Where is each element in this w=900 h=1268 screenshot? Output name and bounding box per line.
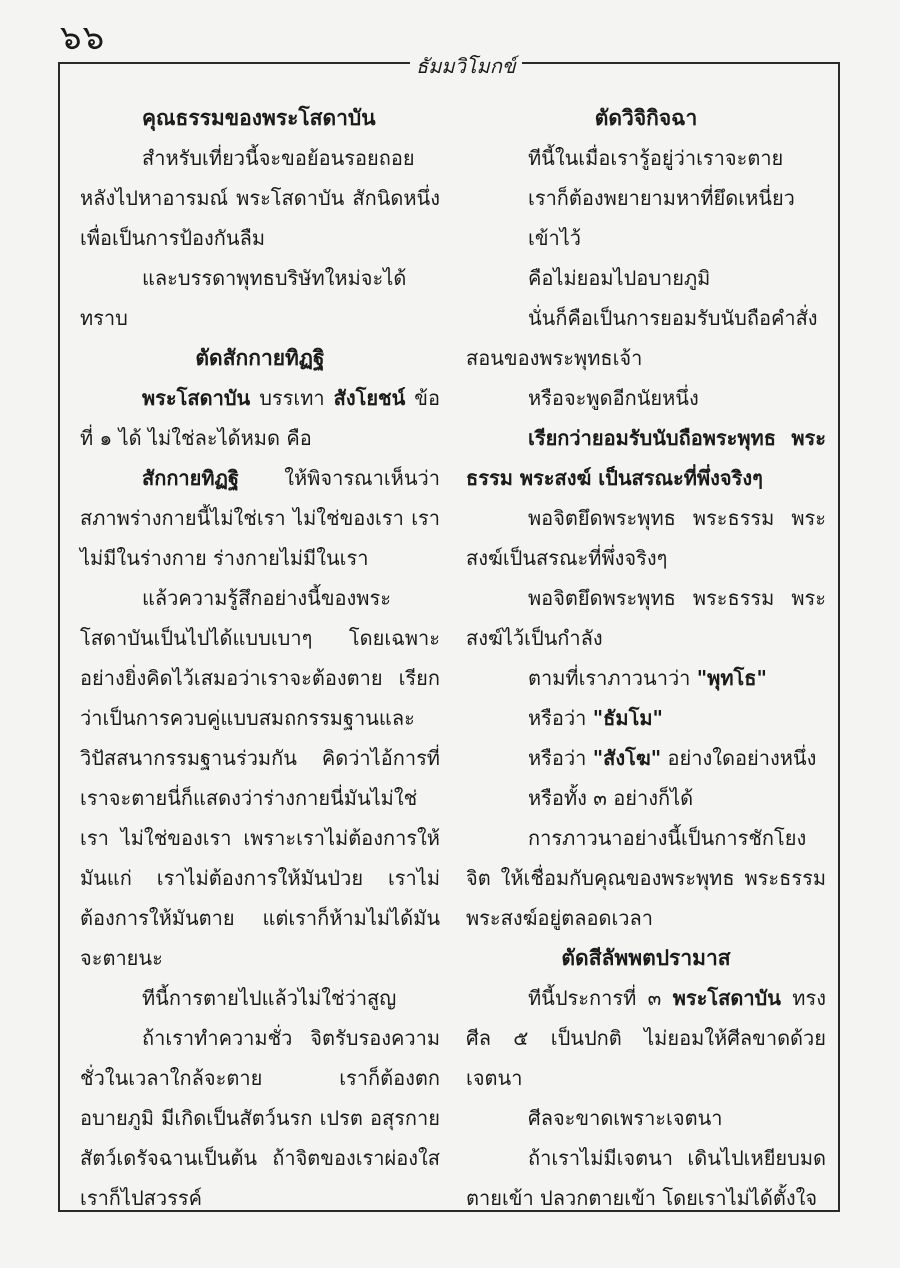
line bbox=[466, 738, 826, 778]
paragraph: พอจิตยึดพระพุทธ พระธรรม พระสงฆ์เป็นสรณะที่พึ่งจริงๆ bbox=[466, 506, 826, 570]
paragraph: ทีนี้การตายไปแล้วไม่ใช่ว่าสูญ bbox=[142, 986, 397, 1010]
paragraph: นั่นก็คือเป็นการยอมรับนับถือคำสั่งสอนของพระพุทธเจ้า bbox=[466, 306, 818, 370]
right-column bbox=[466, 98, 826, 1218]
line: หรือจะพูดอีกนัยหนึ่ง bbox=[528, 386, 699, 410]
bold-term: "พุทโธ" bbox=[696, 666, 767, 690]
paragraph: ถ้าเราไม่มีเจตนา เดินไปเหยียบมดตายเข้า ปลวกตายเข้า โดยเราไม่ได้ตั้งใจ bbox=[466, 1146, 826, 1210]
line: ทีนี้ในเมื่อเรารู้อยู่ว่าเราจะตาย bbox=[528, 146, 784, 170]
text-span: หรือว่า bbox=[528, 706, 593, 730]
paragraph: การภาวนาอย่างนี้เป็นการชักโยงจิต ให้เชื่อมกับคุณของพระพุทธ พระธรรม พระสงฆ์อยู่ตลอดเวลา bbox=[466, 826, 826, 930]
text-span: ตามที่เราภาวนาว่า bbox=[528, 666, 697, 690]
bold-term: "สังโฆ" bbox=[592, 746, 662, 770]
running-head: ธัมมวิโมกข์ bbox=[410, 50, 522, 82]
paragraph: พอจิตยึดพระพุทธ พระธรรม พระสงฆ์ไว้เป็นกำลัง bbox=[466, 586, 826, 650]
text-span: อย่างใดอย่างหนึ่ง bbox=[661, 746, 817, 770]
bold-term: เรียกว่ายอมรับนับถือพระพุทธ พระธรรม พระสงฆ์ เป็นสรณะที่พึ่งจริงๆ bbox=[466, 426, 826, 490]
paragraph: ถ้าเราทำความชั่ว จิตรับรองความชั่วในเวลาใกล้จะตาย เราก็ต้องตกอบายภูมิ มีเกิดเป็นสัตว์นรก เปรต อสุรกาย สัตว์เดรัจฉานเป็นต้น ถ้าจิตของเราผ่องใสเราก็ไปสวรรค์ bbox=[80, 1026, 440, 1210]
section-heading: ตัดสีลัพพตปรามาส bbox=[561, 946, 731, 970]
page-number: ๖๖ bbox=[60, 18, 106, 58]
line: หรือทั้ง ๓ อย่างก็ได้ bbox=[528, 786, 694, 810]
paragraph: สำหรับเที่ยวนี้จะขอย้อนรอยถอยหลังไปหาอารมณ์ พระโสดาบัน สักนิดหนึ่ง เพื่อเป็นการป้องกันลืม bbox=[80, 146, 440, 250]
line: ศีลจะขาดเพราะเจตนา bbox=[528, 1106, 723, 1130]
paragraph bbox=[80, 378, 440, 458]
bold-term: พระโสดาบัน bbox=[672, 986, 781, 1010]
section-heading: คุณธรรมของพระโสดาบัน bbox=[142, 106, 376, 130]
paragraph bbox=[80, 458, 440, 578]
text-span: ให้พิจารณาเห็นว่าสภาพร่างกายนี้ไม่ใช่เรา ไม่ใช่ของเรา เราไม่มีในร่างกาย ร่างกายไม่มีในเรา bbox=[80, 466, 440, 570]
bold-term: สักกายทิฏฐิ bbox=[142, 466, 240, 490]
bold-term: "ธัมโม" bbox=[592, 706, 663, 730]
text-span: บรรเทา bbox=[250, 386, 334, 410]
bold-term: สังโยชน์ bbox=[333, 386, 406, 410]
text-span: หรือว่า bbox=[528, 746, 593, 770]
left-column bbox=[80, 98, 440, 1218]
bold-term: พระโสดาบัน bbox=[142, 386, 251, 410]
paragraph: และบรรดาพุทธบริษัทใหม่จะได้ทราบ bbox=[80, 266, 407, 330]
text-span: ข้อที่ ๑ ได้ ไม่ใช่ละได้หมด คือ bbox=[80, 386, 440, 450]
text-span: ทีนี้ประการที่ ๓ bbox=[528, 986, 673, 1010]
line bbox=[466, 698, 826, 738]
paragraph bbox=[466, 418, 826, 498]
section-heading: ตัดวิจิกิจฉา bbox=[594, 106, 698, 130]
text-span: ทรงศีล ๕ เป็นปกติ ไม่ยอมให้ศีลขาดด้วยเจตนา bbox=[466, 986, 826, 1090]
line: คือไม่ยอมไปอบายภูมิ bbox=[528, 266, 711, 290]
line bbox=[466, 658, 826, 698]
paragraph: แล้วความรู้สึกอย่างนี้ของพระโสดาบันเป็นไปได้แบบเบาๆ โดยเฉพาะ อย่างยิ่งคิดไว้เสมอว่าเราจะต้องตาย เรียกว่าเป็นการควบคู่แบบสมถกรรมฐานและวิปัสสนากรรมฐานร่วมกัน คิดว่าไอ้การที่เราจะตายนี่ก็แสดงว่าร่างกายนี่มันไม่ใช่เรา ไม่ใช่ของเรา เพราะเราไม่ต้องการให้มันแก่ เราไม่ต้องการให้มันป่วย เราไม่ต้องการให้มันตาย แต่เราก็ห้ามไม่ได้มันจะตายนะ bbox=[80, 586, 440, 970]
paragraph bbox=[466, 978, 826, 1098]
line: เราก็ต้องพยายามหาที่ยึดเหนี่ยวเข้าไว้ bbox=[528, 186, 795, 250]
section-heading: ตัดสักกายทิฏฐิ bbox=[195, 346, 325, 370]
